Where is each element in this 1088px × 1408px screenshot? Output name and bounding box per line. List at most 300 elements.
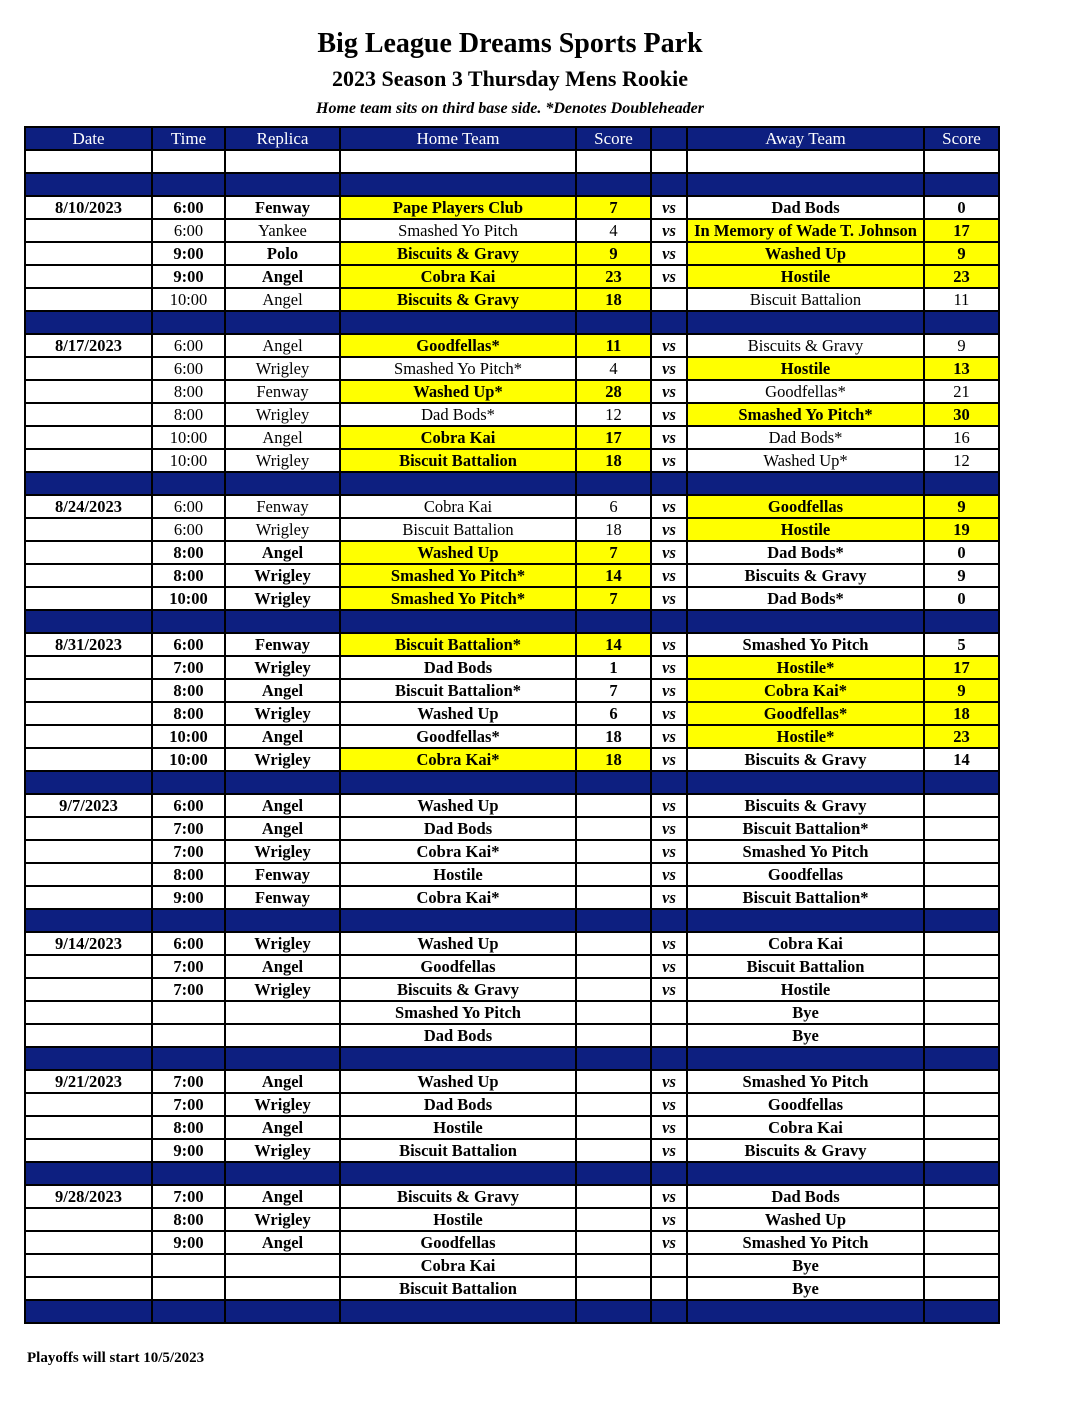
blank-cell [651,150,687,173]
blank-cell [924,150,999,173]
game-date: 9/14/2023 [25,932,152,955]
away-team: Hostile [687,518,924,541]
field-replica: Fenway [225,863,340,886]
separator-cell [576,771,651,794]
vs-label: vs [651,1139,687,1162]
week-separator [25,909,999,932]
away-team: Smashed Yo Pitch* [687,403,924,426]
home-score [576,1208,651,1231]
away-team: Biscuits & Gravy [687,794,924,817]
away-team: Smashed Yo Pitch [687,840,924,863]
week-separator [25,311,999,334]
home-score [576,1070,651,1093]
table-row [25,978,999,1001]
away-team: Hostile [687,265,924,288]
home-score: 11 [576,334,651,357]
col-home-score-header: Score [576,127,651,150]
home-score: 18 [576,449,651,472]
away-score [924,932,999,955]
away-score [924,1208,999,1231]
week-separator [25,1300,999,1323]
table-row [25,1277,999,1300]
vs-label: vs [651,1116,687,1139]
home-team: Washed Up [340,932,576,955]
week-separator [25,610,999,633]
separator-cell [340,311,576,334]
away-score: 0 [924,196,999,219]
separator-cell [651,1047,687,1070]
away-team: Biscuits & Gravy [687,564,924,587]
home-team: Dad Bods [340,817,576,840]
vs-label: vs [651,840,687,863]
vs-label: vs [651,334,687,357]
col-vs-header [651,127,687,150]
separator-cell [225,1300,340,1323]
away-score: 9 [924,564,999,587]
away-team: In Memory of Wade T. Johnson [687,219,924,242]
home-team: Biscuit Battalion [340,1139,576,1162]
separator-cell [225,472,340,495]
game-date [25,587,152,610]
separator-cell [225,610,340,633]
home-score [576,1139,651,1162]
away-team: Smashed Yo Pitch [687,1070,924,1093]
game-time: 7:00 [152,1185,225,1208]
away-score: 13 [924,357,999,380]
vs-label: vs [651,1070,687,1093]
game-time [152,1001,225,1024]
home-score [576,886,651,909]
home-team: Cobra Kai [340,1254,576,1277]
game-time: 7:00 [152,978,225,1001]
home-score: 17 [576,426,651,449]
away-score [924,1070,999,1093]
away-team: Biscuit Battalion [687,288,924,311]
field-replica: Angel [225,1185,340,1208]
home-team: Hostile [340,863,576,886]
separator-cell [225,909,340,932]
vs-label: vs [651,702,687,725]
away-team: Dad Bods [687,1185,924,1208]
vs-label: vs [651,196,687,219]
table-row [25,380,999,403]
game-date [25,1024,152,1047]
away-score: 9 [924,334,999,357]
away-score: 0 [924,541,999,564]
vs-label: vs [651,242,687,265]
home-score [576,1001,651,1024]
separator-cell [340,610,576,633]
game-date [25,357,152,380]
field-replica: Wrigley [225,1093,340,1116]
field-replica: Wrigley [225,449,340,472]
home-score: 6 [576,702,651,725]
game-date [25,840,152,863]
separator-cell [924,173,999,196]
home-team: Biscuits & Gravy [340,242,576,265]
home-score: 23 [576,265,651,288]
home-score [576,1116,651,1139]
table-row [25,817,999,840]
vs-label: vs [651,656,687,679]
away-team: Biscuit Battalion* [687,886,924,909]
table-row [25,863,999,886]
away-team: Hostile* [687,725,924,748]
game-time: 9:00 [152,1231,225,1254]
away-score: 17 [924,656,999,679]
home-score: 28 [576,380,651,403]
game-time: 8:00 [152,679,225,702]
home-team: Goodfellas [340,1231,576,1254]
game-date [25,564,152,587]
away-team: Cobra Kai* [687,679,924,702]
home-team: Dad Bods* [340,403,576,426]
away-score: 9 [924,679,999,702]
separator-cell [340,771,576,794]
home-team: Cobra Kai* [340,748,576,771]
game-time: 8:00 [152,564,225,587]
separator-cell [152,311,225,334]
home-score [576,840,651,863]
vs-label [651,1024,687,1047]
home-score [576,955,651,978]
vs-label: vs [651,1185,687,1208]
away-score [924,1116,999,1139]
table-row [25,426,999,449]
home-team: Hostile [340,1116,576,1139]
away-score [924,817,999,840]
table-row [25,1093,999,1116]
game-time: 10:00 [152,748,225,771]
away-score [924,1139,999,1162]
separator-cell [687,1300,924,1323]
home-team: Washed Up [340,702,576,725]
vs-label: vs [651,679,687,702]
home-score [576,817,651,840]
separator-cell [152,909,225,932]
separator-cell [576,909,651,932]
game-time: 7:00 [152,656,225,679]
vs-label [651,1277,687,1300]
home-score: 4 [576,357,651,380]
table-row [25,242,999,265]
separator-cell [225,1162,340,1185]
home-score: 14 [576,633,651,656]
game-time: 6:00 [152,196,225,219]
away-score: 9 [924,495,999,518]
field-replica: Angel [225,817,340,840]
game-time: 7:00 [152,955,225,978]
field-replica: Polo [225,242,340,265]
game-time: 9:00 [152,265,225,288]
game-date [25,863,152,886]
field-replica: Angel [225,794,340,817]
field-replica: Angel [225,426,340,449]
vs-label: vs [651,449,687,472]
home-team: Biscuits & Gravy [340,1185,576,1208]
vs-label: vs [651,564,687,587]
separator-cell [576,173,651,196]
vs-label: vs [651,541,687,564]
blank-cell [25,150,152,173]
game-date [25,426,152,449]
week-separator [25,1162,999,1185]
home-team: Washed Up [340,1070,576,1093]
game-time: 9:00 [152,886,225,909]
game-time: 10:00 [152,426,225,449]
week-separator [25,1047,999,1070]
separator-cell [25,1162,152,1185]
game-date [25,1093,152,1116]
table-row [25,357,999,380]
separator-cell [687,1047,924,1070]
separator-cell [225,311,340,334]
home-team: Dad Bods [340,1024,576,1047]
field-replica: Fenway [225,633,340,656]
away-score [924,978,999,1001]
home-score: 7 [576,196,651,219]
separator-cell [576,1162,651,1185]
table-row [25,587,999,610]
field-replica: Wrigley [225,1208,340,1231]
home-score: 7 [576,541,651,564]
separator-cell [25,173,152,196]
away-score [924,1231,999,1254]
game-time: 9:00 [152,242,225,265]
col-time-header: Time [152,127,225,150]
blank-cell [225,150,340,173]
away-team: Dad Bods* [687,541,924,564]
home-team: Cobra Kai [340,495,576,518]
separator-cell [340,1300,576,1323]
vs-label: vs [651,380,687,403]
home-team: Goodfellas* [340,334,576,357]
vs-label [651,288,687,311]
table-row [25,1208,999,1231]
col-away-team-header: Away Team [687,127,924,150]
playoffs-note: Playoffs will start 10/5/2023 [27,1350,205,1366]
separator-cell [152,173,225,196]
home-team: Smashed Yo Pitch [340,1001,576,1024]
field-replica: Wrigley [225,357,340,380]
table-row [25,1024,999,1047]
blank-cell [576,150,651,173]
away-team: Bye [687,1254,924,1277]
separator-cell [576,472,651,495]
table-row [25,702,999,725]
week-separator [25,771,999,794]
field-replica: Angel [225,679,340,702]
vs-label: vs [651,357,687,380]
vs-label: vs [651,518,687,541]
away-score: 0 [924,587,999,610]
away-team: Washed Up [687,242,924,265]
away-team: Bye [687,1024,924,1047]
field-replica [225,1001,340,1024]
home-score [576,1024,651,1047]
separator-cell [687,771,924,794]
home-team: Biscuit Battalion [340,518,576,541]
game-date: 9/28/2023 [25,1185,152,1208]
game-time: 10:00 [152,449,225,472]
field-replica: Fenway [225,196,340,219]
game-date [25,380,152,403]
separator-cell [340,909,576,932]
game-time: 8:00 [152,863,225,886]
col-home-team-header: Home Team [340,127,576,150]
away-team: Dad Bods* [687,587,924,610]
home-team: Dad Bods [340,656,576,679]
home-team: Biscuit Battalion [340,449,576,472]
game-time: 6:00 [152,334,225,357]
field-replica: Angel [225,1116,340,1139]
field-replica [225,1277,340,1300]
home-score [576,932,651,955]
game-date [25,679,152,702]
separator-cell [687,610,924,633]
separator-cell [651,610,687,633]
page-subtitle: 2023 Season 3 Thursday Mens Rookie [332,66,688,91]
separator-cell [340,173,576,196]
away-score: 23 [924,265,999,288]
vs-label: vs [651,886,687,909]
separator-cell [651,1300,687,1323]
home-score: 12 [576,403,651,426]
separator-cell [152,610,225,633]
home-score: 7 [576,679,651,702]
away-score [924,840,999,863]
header-row [25,127,999,150]
away-team: Hostile [687,978,924,1001]
game-time: 6:00 [152,932,225,955]
game-time: 6:00 [152,518,225,541]
field-replica: Wrigley [225,656,340,679]
home-team: Biscuit Battalion [340,1277,576,1300]
separator-cell [651,771,687,794]
away-score: 14 [924,748,999,771]
game-date: 9/21/2023 [25,1070,152,1093]
game-date [25,541,152,564]
separator-cell [576,610,651,633]
separator-cell [651,472,687,495]
away-team: Hostile [687,357,924,380]
vs-label: vs [651,955,687,978]
vs-label: vs [651,426,687,449]
field-replica: Wrigley [225,403,340,426]
away-team: Smashed Yo Pitch [687,633,924,656]
separator-cell [687,472,924,495]
game-date [25,1277,152,1300]
game-date [25,886,152,909]
table-row [25,748,999,771]
game-date [25,656,152,679]
week-separator [25,472,999,495]
away-team: Biscuits & Gravy [687,334,924,357]
separator-cell [25,1300,152,1323]
game-date: 9/7/2023 [25,794,152,817]
home-team: Cobra Kai* [340,840,576,863]
away-team: Biscuit Battalion* [687,817,924,840]
separator-cell [25,909,152,932]
game-time [152,1277,225,1300]
field-replica: Angel [225,1231,340,1254]
separator-cell [25,1047,152,1070]
table-row [25,679,999,702]
away-team: Goodfellas [687,495,924,518]
away-score [924,1001,999,1024]
separator-cell [25,610,152,633]
table-row [25,403,999,426]
game-time: 7:00 [152,817,225,840]
separator-cell [25,771,152,794]
home-score: 18 [576,518,651,541]
away-team: Bye [687,1277,924,1300]
field-replica: Angel [225,265,340,288]
away-team: Goodfellas* [687,380,924,403]
separator-cell [152,472,225,495]
game-time: 7:00 [152,1070,225,1093]
home-score [576,978,651,1001]
game-date [25,1139,152,1162]
field-replica: Fenway [225,495,340,518]
away-score: 17 [924,219,999,242]
game-time: 6:00 [152,219,225,242]
separator-cell [225,771,340,794]
game-time: 6:00 [152,495,225,518]
vs-label [651,1001,687,1024]
game-time: 8:00 [152,380,225,403]
away-score [924,1185,999,1208]
away-score [924,1093,999,1116]
away-team: Washed Up [687,1208,924,1231]
vs-label: vs [651,219,687,242]
vs-label: vs [651,1093,687,1116]
game-date: 8/31/2023 [25,633,152,656]
game-date [25,518,152,541]
blank-cell [152,150,225,173]
vs-label: vs [651,633,687,656]
game-time: 8:00 [152,702,225,725]
home-team: Cobra Kai [340,265,576,288]
home-team: Hostile [340,1208,576,1231]
away-team: Biscuits & Gravy [687,1139,924,1162]
separator-cell [152,771,225,794]
table-row [25,1001,999,1024]
separator-cell [576,1300,651,1323]
away-team: Bye [687,1001,924,1024]
vs-label: vs [651,978,687,1001]
blank-row [25,150,999,173]
home-score [576,1277,651,1300]
home-score: 14 [576,564,651,587]
separator-cell [651,1162,687,1185]
separator-cell [225,1047,340,1070]
game-date [25,817,152,840]
table-row [25,725,999,748]
game-date [25,702,152,725]
home-score [576,1185,651,1208]
away-score: 23 [924,725,999,748]
table-row [25,1185,999,1208]
away-team: Biscuits & Gravy [687,748,924,771]
game-date [25,449,152,472]
game-date [25,242,152,265]
game-time [152,1254,225,1277]
vs-label: vs [651,863,687,886]
separator-cell [152,1300,225,1323]
home-team: Goodfellas [340,955,576,978]
home-team: Pape Players Club [340,196,576,219]
